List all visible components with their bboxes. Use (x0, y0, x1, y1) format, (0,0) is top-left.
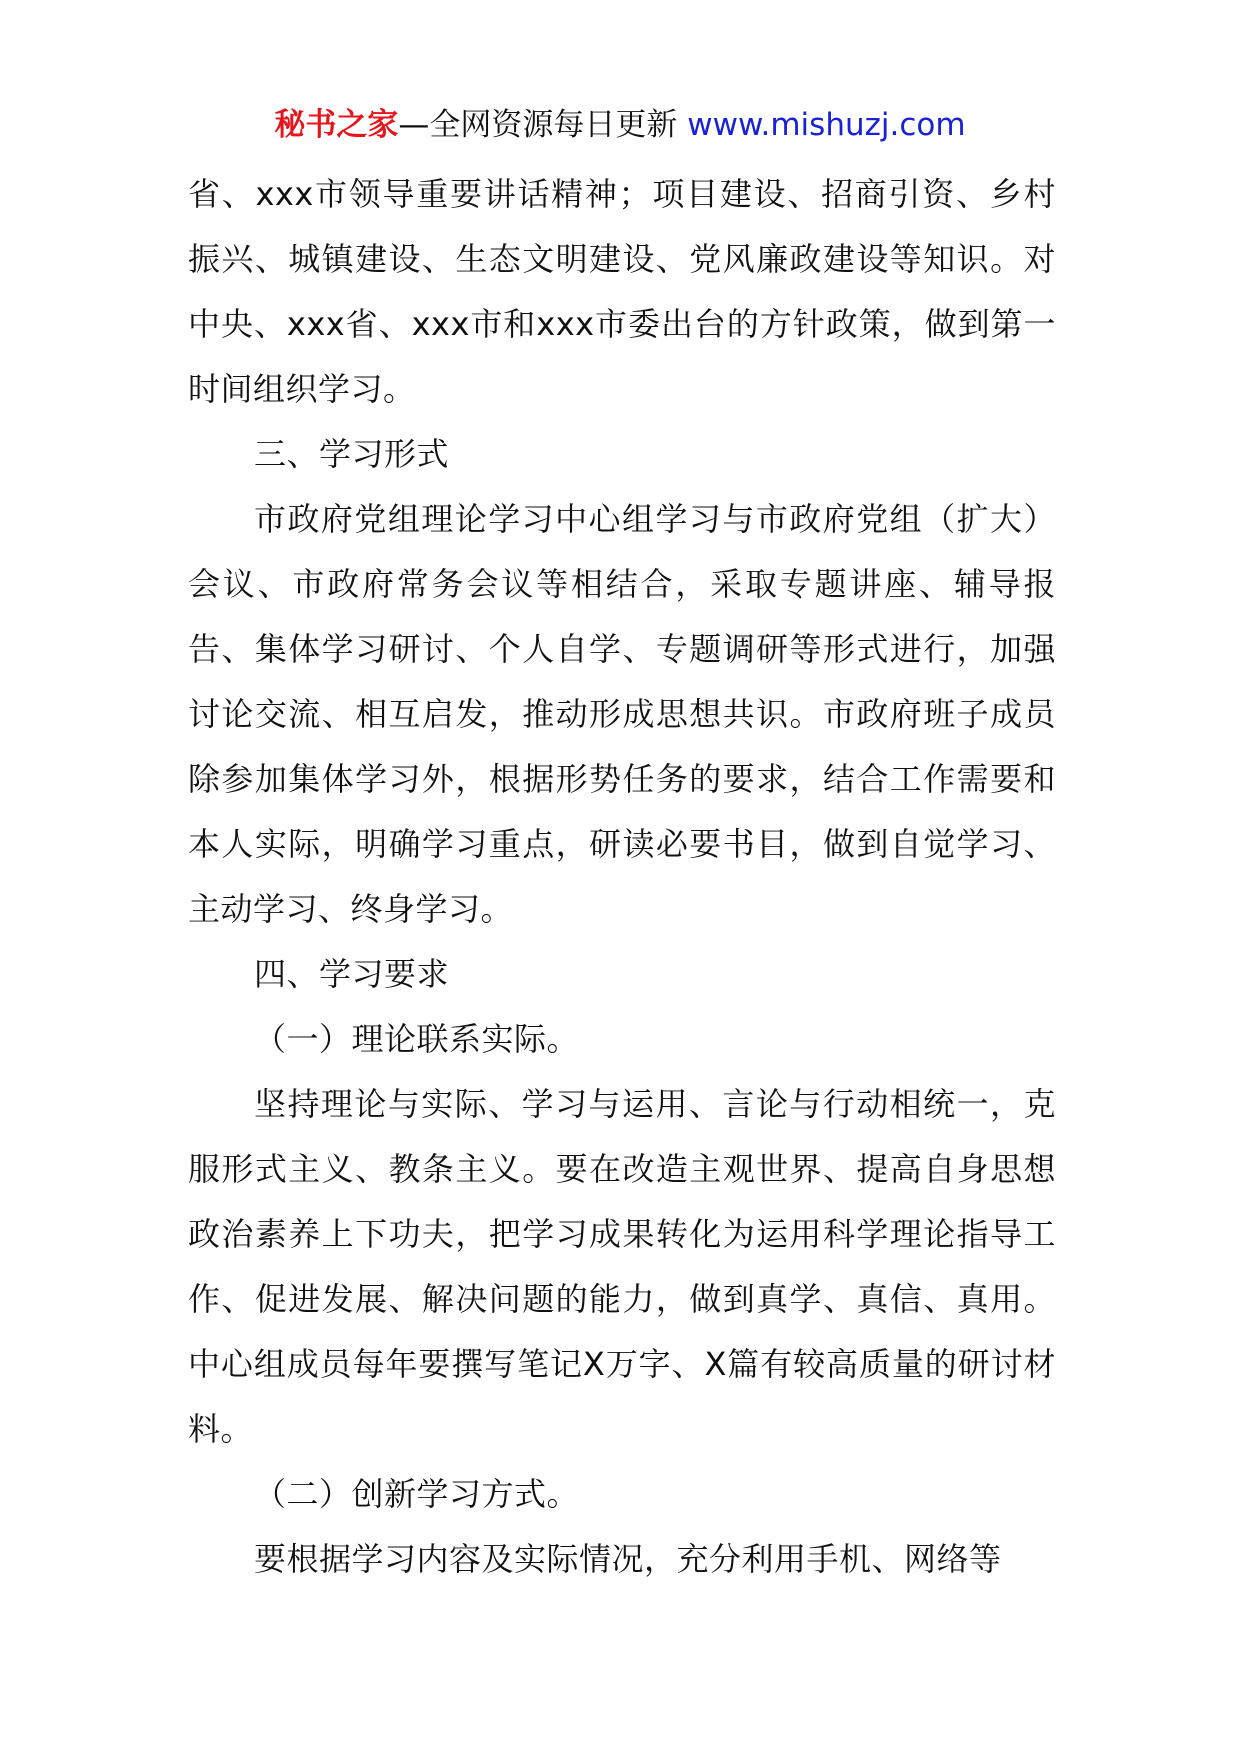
subheading-1: （一）理论联系实际。 (254, 1020, 580, 1058)
page-header (0, 100, 1240, 150)
paragraph-continued: 省、xxx市领导重要讲话精神；项目建设、招商引资、乡村振兴、城镇建设、生态文明建设、党风廉政建设等知识。对中央、xxx省、xxx市和xxx市委出台的方针政策，做到第一时间组织学习。 (188, 175, 1056, 408)
document-body (188, 162, 1056, 1592)
section-heading-3: 三、学习形式 (254, 435, 450, 473)
header-brand: 秘书之家 (274, 107, 399, 143)
header-tagline: —全网资源每日更新 (398, 107, 688, 143)
paragraph-theory-practice: 坚持理论与实际、学习与运用、言论与行动相统一，克服形式主义、教条主义。要在改造主观世界、提高自身思想政治素养上下功夫，把学习成果转化为运用科学理论指导工作、促进发展、解决问题的能力，做到真学、真信、真用。中心组成员每年要撰写笔记X万字、X篇有较高质量的研讨材料。 (188, 1085, 1056, 1448)
section-heading-4: 四、学习要求 (254, 955, 450, 993)
paragraph-innovate-methods: 要根据学习内容及实际情况，充分利用手机、网络等 (254, 1540, 1002, 1578)
subheading-2: （二）创新学习方式。 (254, 1475, 580, 1513)
paragraph-study-form: 市政府党组理论学习中心组学习与市政府党组（扩大）会议、市政府常务会议等相结合，采取专题讲座、辅导报告、集体学习研讨、个人自学、专题调研等形式进行，加强讨论交流、相互启发，推动形成思想共识。市政府班子成员除参加集体学习外，根据形势任务的要求，结合工作需要和本人实际，明确学习重点，研读必要书目，做到自觉学习、主动学习、终身学习。 (188, 500, 1056, 928)
header-url-link[interactable]: www.mishuzj.com (687, 107, 966, 143)
